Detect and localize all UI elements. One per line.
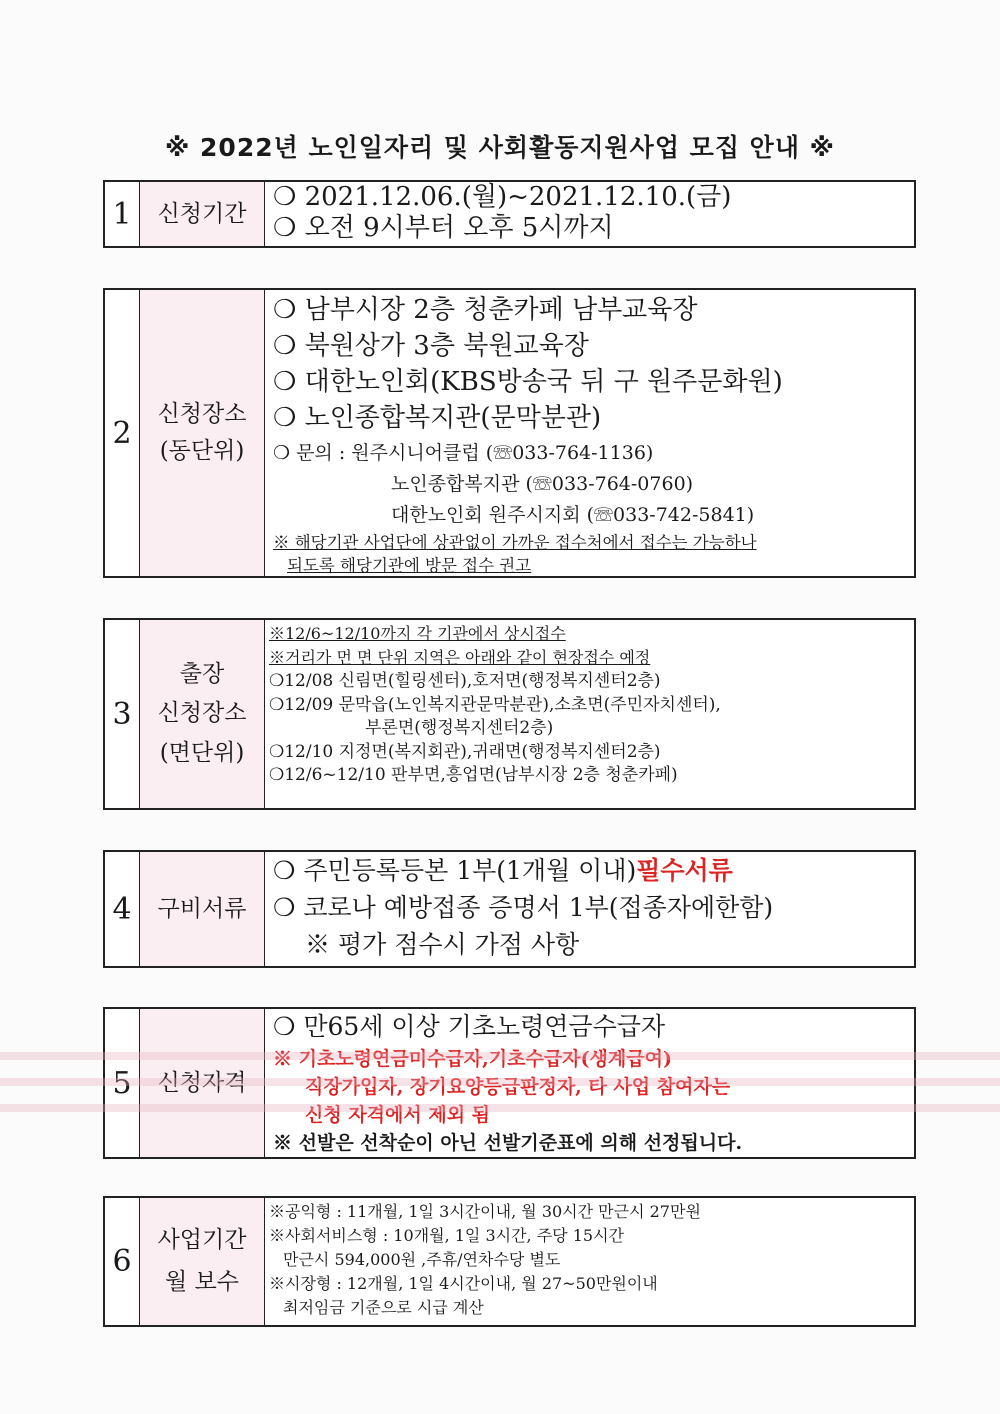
pay-line: ※사회서비스형 : 10개월, 1일 3시간, 주당 15시간 <box>269 1226 624 1245</box>
section-number: 5 <box>105 1009 140 1157</box>
section-label-sub: (동단위) <box>159 438 245 464</box>
inquiry-line: 대한노인회 원주시지회 (☏033-742-5841) <box>391 504 755 526</box>
section-label-sub: 월 보수 <box>165 1268 239 1295</box>
pay-line: ※공익형 : 11개월, 1일 3시간이내, 월 30시간 만근시 27만원 <box>269 1202 701 1221</box>
section-content <box>265 1198 914 1325</box>
inquiry-line: 노인종합복지관 (☏033-764-0760) <box>391 473 694 495</box>
outreach-note: ※12/6~12/10까지 각 기관에서 상시접수 <box>269 624 566 643</box>
section-label-text: 신청자격 <box>157 1069 247 1096</box>
section-number: 6 <box>105 1198 140 1325</box>
section-application-place <box>103 288 916 578</box>
section-label-text: 구비서류 <box>157 895 247 922</box>
section-content <box>265 182 914 246</box>
place-item: ❍ 노인종합복지관(문막분관) <box>273 403 602 433</box>
section-outreach-place <box>103 618 916 810</box>
document-note: ※ 평가 점수시 가점 사항 <box>305 930 580 959</box>
outreach-item: ❍12/10 지정면(복지회관),귀래면(행정복지센터2층) <box>269 741 661 762</box>
page-title: ※ 2022년 노인일자리 및 사회활동지원사업 모집 안내 ※ <box>165 133 835 162</box>
section-label-sub: (면단위) <box>159 739 245 766</box>
section-content <box>265 620 914 808</box>
document-item: ❍ 코로나 예방접종 증명서 1부(접종자에한함) <box>273 893 774 922</box>
period-dates: ❍ 2021.12.06.(월)~2021.12.10.(금) <box>273 182 732 212</box>
scan-artifact <box>0 1052 1000 1060</box>
section-label <box>140 620 265 808</box>
section-required-documents <box>103 850 916 968</box>
required-badge: 필수서류 <box>636 856 733 885</box>
section-label-text: 신청장소 <box>157 700 247 727</box>
section-label <box>140 852 265 966</box>
pay-line: ※시장형 : 12개월, 1일 4시간이내, 월 27~50만원이내 <box>269 1274 658 1293</box>
place-note: ※ 해당기관 사업단에 상관없이 가까운 접수처에서 접수는 가능하나 <box>273 533 757 552</box>
scan-artifact <box>0 1078 1000 1086</box>
section-application-period <box>103 180 916 248</box>
place-note: 되도록 해당기관에 방문 접수 권고 <box>287 556 532 575</box>
document-text: ❍ 주민등록등본 1부(1개월 이내) <box>273 856 637 885</box>
section-content <box>265 290 914 576</box>
section-label-text: 신청장소 <box>157 401 247 428</box>
section-number: 1 <box>105 182 140 246</box>
outreach-note: ※거리가 먼 면 단위 지역은 아래와 같이 현장접수 예정 <box>269 648 651 667</box>
section-label-text: 출장 <box>179 661 225 688</box>
outreach-item: ❍12/6~12/10 판부면,흥업면(남부시장 2층 청춘카페) <box>269 765 678 785</box>
section-label <box>140 290 265 576</box>
pay-line: 최저임금 기준으로 시급 계산 <box>283 1298 484 1317</box>
scan-artifact <box>0 1104 1000 1112</box>
place-item: ❍ 남부시장 2층 청춘카페 남부교육장 <box>273 295 698 325</box>
section-label-text: 신청기간 <box>157 200 247 227</box>
section-number: 4 <box>105 852 140 966</box>
section-label-text: 사업기간 <box>157 1227 247 1254</box>
eligibility-item: ❍ 만65세 이상 기초노령연금수급자 <box>273 1012 666 1041</box>
section-label <box>140 1198 265 1325</box>
selection-note: ※ 선발은 선착순이 아닌 선발기준표에 의해 선정됩니다. <box>273 1132 743 1154</box>
inquiry-line: ❍ 문의 : 원주시니어클럽 (☏033-764-1136) <box>273 442 654 464</box>
outreach-item-cont: 부론면(행정복지센터2층) <box>365 718 554 738</box>
pay-line: 만근시 594,000원 ,주휴/연차수당 별도 <box>283 1250 561 1269</box>
place-item: ❍ 북원상가 3층 북원교육장 <box>273 331 589 361</box>
exclusion-note: 신청 자격에서 제외 됨 <box>305 1104 491 1126</box>
exclusion-note: 직장가입자, 장기요양등급판정자, 타 사업 참여자는 <box>305 1076 731 1098</box>
outreach-item: ❍12/08 신림면(힐링센터),호저면(행정복지센터2층) <box>269 671 661 691</box>
section-number: 2 <box>105 290 140 576</box>
document-item <box>273 852 906 889</box>
place-item: ❍ 대한노인회(KBS방송국 뒤 구 원주문화원) <box>273 367 783 397</box>
section-label <box>140 182 265 246</box>
exclusion-note: ※ 기초노령연금미수급자,기초수급자(생계급여) <box>273 1048 672 1070</box>
section-period-pay <box>103 1196 916 1327</box>
period-hours: ❍ 오전 9시부터 오후 5시까지 <box>273 213 614 243</box>
section-content <box>265 852 914 966</box>
outreach-item: ❍12/09 문막읍(노인복지관문막분관),소초면(주민자치센터), <box>269 694 721 715</box>
section-number: 3 <box>105 620 140 808</box>
